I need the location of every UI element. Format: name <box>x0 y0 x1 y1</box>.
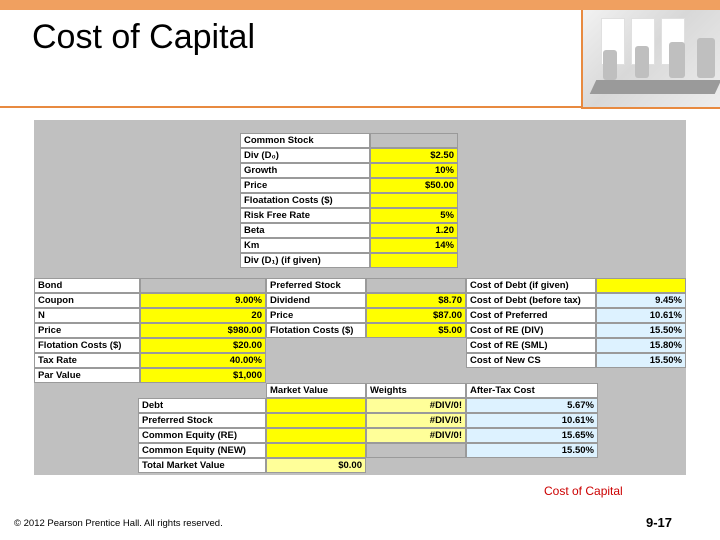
cs-label: Km <box>240 238 370 253</box>
slide-caption: Cost of Capital <box>544 484 623 498</box>
spreadsheet <box>34 120 686 475</box>
cost-label: Cost of Preferred <box>466 308 596 323</box>
wacc-market-value[interactable] <box>266 398 366 413</box>
bond-label: Price <box>34 323 140 338</box>
wacc-weight: #DIV/0! <box>366 398 466 413</box>
cs-value[interactable] <box>370 253 458 268</box>
wacc-market-value[interactable] <box>266 443 366 458</box>
photo-chair-3 <box>669 42 685 78</box>
photo-chair-4 <box>697 38 715 78</box>
bond-label: Tax Rate <box>34 353 140 368</box>
wacc-label: Debt <box>138 398 266 413</box>
wacc-weight: #DIV/0! <box>366 428 466 443</box>
cost-value: 9.45% <box>596 293 686 308</box>
wacc-after-tax: 5.67% <box>466 398 598 413</box>
preferred-header-value <box>366 278 466 293</box>
bond-label: N <box>34 308 140 323</box>
bond-label: Par Value <box>34 368 140 383</box>
bond-label: Coupon <box>34 293 140 308</box>
wacc-header-market-value: Market Value <box>266 383 366 398</box>
bond-label: Flotation Costs ($) <box>34 338 140 353</box>
preferred-value[interactable]: $87.00 <box>366 308 466 323</box>
photo-chair-2 <box>635 46 649 78</box>
title-underline <box>0 106 581 108</box>
bond-value[interactable]: 40.00% <box>140 353 266 368</box>
wacc-market-value[interactable] <box>266 413 366 428</box>
wacc-total-label: Total Market Value <box>138 458 266 473</box>
wacc-header-after-tax: After-Tax Cost <box>466 383 598 398</box>
cs-value[interactable]: 5% <box>370 208 458 223</box>
wacc-after-tax: 15.65% <box>466 428 598 443</box>
bond-value[interactable]: $20.00 <box>140 338 266 353</box>
cost-value: 15.50% <box>596 353 686 368</box>
wacc-label: Common Equity (RE) <box>138 428 266 443</box>
cs-value[interactable] <box>370 193 458 208</box>
cs-label: Risk Free Rate <box>240 208 370 223</box>
cost-label: Cost of RE (SML) <box>466 338 596 353</box>
cs-value[interactable]: $2.50 <box>370 148 458 163</box>
cs-label: Div (D₀) <box>240 148 370 163</box>
copyright-notice: © 2012 Pearson Prentice Hall. All rights reserved. <box>14 518 223 529</box>
cs-label: Growth <box>240 163 370 178</box>
slide-title: Cost of Capital <box>32 18 255 56</box>
preferred-value[interactable]: $8.70 <box>366 293 466 308</box>
bond-header: Bond <box>34 278 140 293</box>
photo-chair-1 <box>603 50 617 80</box>
preferred-value[interactable]: $5.00 <box>366 323 466 338</box>
page-number: 9-17 <box>646 515 673 530</box>
preferred-label: Dividend <box>266 293 366 308</box>
wacc-after-tax: 10.61% <box>466 413 598 428</box>
boardroom-photo <box>581 10 720 109</box>
bond-value[interactable]: 20 <box>140 308 266 323</box>
cs-value[interactable]: 10% <box>370 163 458 178</box>
wacc-header-weights: Weights <box>366 383 466 398</box>
wacc-after-tax: 15.50% <box>466 443 598 458</box>
wacc-market-value[interactable] <box>266 428 366 443</box>
cost-value[interactable] <box>596 278 686 293</box>
wacc-label: Common Equity (NEW) <box>138 443 266 458</box>
cost-value: 10.61% <box>596 308 686 323</box>
bond-value[interactable]: $980.00 <box>140 323 266 338</box>
preferred-label: Flotation Costs ($) <box>266 323 366 338</box>
cs-label: Floatation Costs ($) <box>240 193 370 208</box>
preferred-header: Preferred Stock <box>266 278 366 293</box>
bond-value[interactable]: 9.00% <box>140 293 266 308</box>
cost-label: Cost of Debt (if given) <box>466 278 596 293</box>
wacc-weight: #DIV/0! <box>366 413 466 428</box>
cost-label: Cost of RE (DIV) <box>466 323 596 338</box>
cs-label: Beta <box>240 223 370 238</box>
wacc-weight <box>366 443 466 458</box>
cost-value: 15.80% <box>596 338 686 353</box>
cs-value[interactable]: 14% <box>370 238 458 253</box>
wacc-total-value: $0.00 <box>266 458 366 473</box>
cs-label: Div (D₁) (if given) <box>240 253 370 268</box>
cost-value: 15.50% <box>596 323 686 338</box>
top-accent-bar <box>0 0 720 10</box>
common-stock-header: Common Stock <box>240 133 370 148</box>
bond-value[interactable]: $1,000 <box>140 368 266 383</box>
bond-header-value <box>140 278 266 293</box>
photo-table <box>590 80 720 94</box>
cost-label: Cost of New CS <box>466 353 596 368</box>
cost-label: Cost of Debt (before tax) <box>466 293 596 308</box>
wacc-label: Preferred Stock <box>138 413 266 428</box>
preferred-label: Price <box>266 308 366 323</box>
cs-label: Price <box>240 178 370 193</box>
cs-value[interactable]: 1.20 <box>370 223 458 238</box>
common-stock-header-value <box>370 133 458 148</box>
cs-value[interactable]: $50.00 <box>370 178 458 193</box>
